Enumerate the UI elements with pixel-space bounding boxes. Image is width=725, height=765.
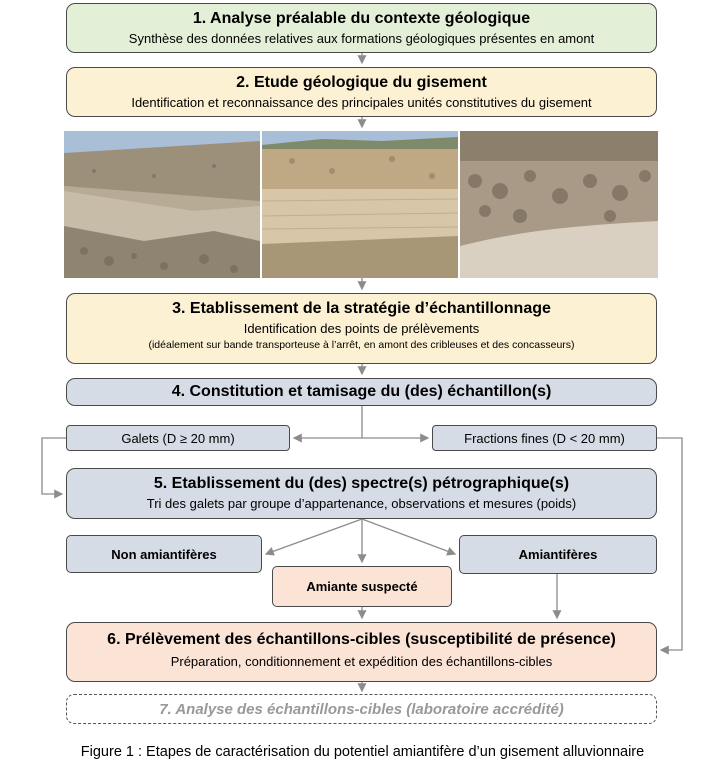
step-4-box xyxy=(66,378,657,406)
amiantiferes-label: Amiantifères xyxy=(518,547,598,562)
step-3-subtitle: Identification des points de prélèvements xyxy=(243,321,480,336)
step-7-box xyxy=(66,694,657,724)
step-5-box xyxy=(66,468,657,519)
fines-label: Fractions fines (D < 20 mm) xyxy=(464,430,625,446)
amiante-suspecte-box xyxy=(272,566,452,607)
step-6-title: 6. Prélèvement des échantillons-cibles (susceptibilité de présence) xyxy=(107,631,616,648)
step-1-title: 1. Analyse préalable du contexte géologique xyxy=(192,10,531,27)
step-5-title: 5. Etablissement du (des) spectre(s) pétrographique(s) xyxy=(153,475,570,492)
galets-label: Galets (D ≥ 20 mm) xyxy=(121,430,235,446)
step-5-subtitle: Tri des galets par groupe d’appartenance, observations et mesures (poids) xyxy=(146,496,577,511)
amiantiferes-box xyxy=(459,535,657,574)
amiante-suspecte-label: Amiante suspecté xyxy=(306,579,418,594)
step-3-title: 3. Etablissement de la stratégie d’échantillonnage xyxy=(172,300,551,317)
step-2-box xyxy=(66,67,657,117)
gravel-pit-photo-3 xyxy=(460,131,658,278)
galets-box xyxy=(66,425,290,451)
step-4-title: 4. Constitution et tamisage du (des) échantillon(s) xyxy=(171,383,552,400)
non-amiantiferes-box xyxy=(66,535,262,573)
gravel-pit-photo-2 xyxy=(262,131,458,278)
non-amiantiferes-label: Non amiantifères xyxy=(111,546,217,562)
step-3-note: (idéalement sur bande transporteuse à l’arrêt, en amont des cribleuses et des concasseurs) xyxy=(148,339,575,351)
figure-caption: Figure 1 : Etapes de caractérisation du potentiel amiantifère d’un gisement alluvionnaire xyxy=(80,744,645,760)
step-6-subtitle: Préparation, conditionnement et expédition des échantillons-cibles xyxy=(170,654,553,669)
fines-box xyxy=(432,425,657,451)
step-2-title: 2. Etude géologique du gisement xyxy=(236,74,487,91)
step-6-box xyxy=(66,622,657,682)
gravel-pit-photo-1 xyxy=(64,131,260,278)
step-3-box xyxy=(66,293,657,364)
step-7-title: 7. Analyse des échantillons-cibles (laboratoire accrédité) xyxy=(159,700,564,718)
step-1-box xyxy=(66,3,657,53)
step-1-subtitle: Synthèse des données relatives aux formations géologiques présentes en amont xyxy=(128,31,595,46)
step-2-subtitle: Identification et reconnaissance des principales unités constitutives du gisement xyxy=(131,95,592,110)
